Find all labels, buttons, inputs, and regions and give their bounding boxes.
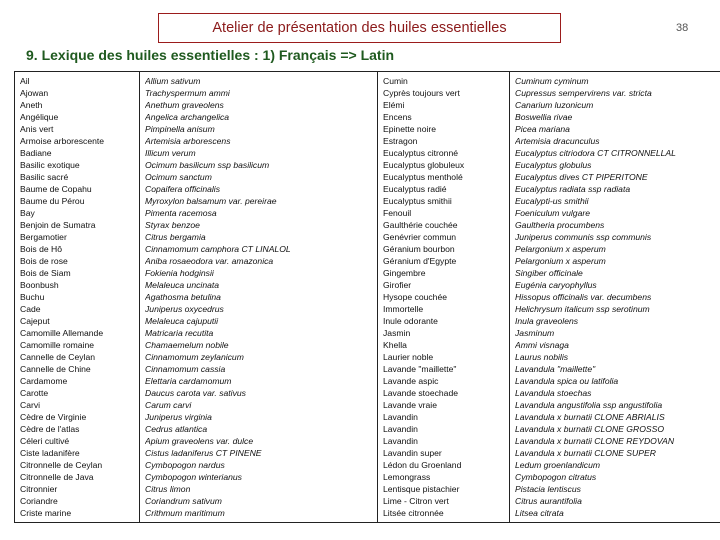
- french-name: Lavandin: [383, 412, 418, 422]
- latin-name: Lavandula x burnatii CLONE SUPER: [515, 448, 656, 458]
- latin-name: Citrus limon: [145, 484, 191, 494]
- french-name: Lavande aspic: [383, 376, 439, 386]
- latin-name: Agathosma betulina: [145, 292, 221, 302]
- french-name: Armoise arborescente: [20, 136, 105, 146]
- french-name: Géranium bourbon: [383, 244, 455, 254]
- french-name: Citronnelle de Ceylan: [20, 460, 103, 470]
- latin-name: Fokienia hodginsii: [145, 268, 214, 278]
- french-name: Lavandin: [383, 436, 418, 446]
- french-name: Aneth: [20, 100, 43, 110]
- latin-name: Singiber officinale: [515, 268, 583, 278]
- french-name: Elémi: [383, 100, 405, 110]
- latin-name: Gaultheria procumbens: [515, 220, 605, 230]
- french-name: Cèdre de l'atlas: [20, 424, 80, 434]
- french-name: Géranium d'Egypte: [383, 256, 457, 266]
- french-name: Lemongrass: [383, 472, 431, 482]
- page-number: 38: [676, 22, 689, 34]
- latin-name: Melaleuca uncinata: [145, 280, 220, 290]
- french-name: Eucalyptus smithii: [383, 196, 452, 206]
- french-name: Citronnelle de Java: [20, 472, 94, 482]
- french-name: Bois de Hô: [20, 244, 63, 254]
- french-name: Eucalyptus globuleux: [383, 160, 465, 170]
- latin-name: Jasminum: [515, 328, 555, 338]
- col3-french-cell: [378, 72, 510, 523]
- french-name: Camomille Allemande: [20, 328, 104, 338]
- latin-name: Matricaria recutita: [145, 328, 214, 338]
- lexicon-row: [15, 72, 720, 523]
- latin-name: Eucalyptus globulus: [515, 160, 592, 170]
- latin-name: Foeniculum vulgare: [515, 208, 590, 218]
- latin-name: Cistus ladaniferus CT PINENE: [145, 448, 262, 458]
- slide-title: Atelier de présentation des huiles essentielles: [212, 20, 507, 36]
- latin-name: Anethum graveolens: [145, 100, 224, 110]
- col4-latin-list: [515, 75, 720, 519]
- latin-name: Pimpinella anisum: [145, 124, 215, 134]
- french-name: Epinette noire: [383, 124, 437, 134]
- latin-name: Ammi visnaga: [515, 340, 569, 350]
- french-name: Ciste ladanifère: [20, 448, 80, 458]
- french-name: Carvi: [20, 400, 41, 410]
- french-name: Laurier noble: [383, 352, 434, 362]
- latin-name: Citrus bergamia: [145, 232, 206, 242]
- french-name: Gaulthérie couchée: [383, 220, 458, 230]
- latin-name: Citrus aurantifolia: [515, 496, 582, 506]
- french-name: Boonbush: [20, 280, 59, 290]
- french-name: Cajeput: [20, 316, 50, 326]
- french-name: Cardamome: [20, 376, 68, 386]
- latin-name: Litsea citrata: [515, 508, 564, 518]
- french-name: Hysope couchée: [383, 292, 448, 302]
- latin-name: Pelargonium x asperum: [515, 256, 606, 266]
- french-name: Estragon: [383, 136, 418, 146]
- french-name: Ajowan: [20, 88, 49, 98]
- french-name: Lavande vraie: [383, 400, 437, 410]
- french-name: Eucalyptus radié: [383, 184, 447, 194]
- latin-name: Cinnamomum zeylanicum: [145, 352, 244, 362]
- latin-name: Cedrus atlantica: [145, 424, 208, 434]
- latin-name: Crithmum maritimum: [145, 508, 225, 518]
- latin-name: Juniperus oxycedrus: [145, 304, 224, 314]
- latin-name: Eugénia caryophyllus: [515, 280, 597, 290]
- latin-name: Artemisia dracunculus: [515, 136, 600, 146]
- latin-name: Lavandula "maillette": [515, 364, 596, 374]
- latin-name: Elettaria cardamomum: [145, 376, 232, 386]
- latin-name: Eucalyptus dives CT PIPERITONE: [515, 172, 648, 182]
- latin-name: Carum carvi: [145, 400, 192, 410]
- french-name: Lavandin: [383, 424, 418, 434]
- latin-name: Styrax benzoe: [145, 220, 200, 230]
- latin-name: Pelargonium x asperum: [515, 244, 606, 254]
- french-name: Citronnier: [20, 484, 58, 494]
- french-name: Lentisque pistachier: [383, 484, 460, 494]
- french-name: Badiane: [20, 148, 52, 158]
- col2-latin-cell: [140, 72, 378, 523]
- french-name: Cumin: [383, 76, 408, 86]
- french-name: Basilic exotique: [20, 160, 80, 170]
- latin-name: Allium sativum: [145, 76, 201, 86]
- french-name: Bois de Siam: [20, 268, 71, 278]
- french-name: Lime - Citron vert: [383, 496, 449, 506]
- french-name: Girofier: [383, 280, 412, 290]
- french-name: Bois de rose: [20, 256, 68, 266]
- french-name: Lédon du Groenland: [383, 460, 462, 470]
- latin-name: Aniba rosaeodora var. amazonica: [145, 256, 274, 266]
- french-name: Encens: [383, 112, 412, 122]
- latin-name: Pistacia lentiscus: [515, 484, 581, 494]
- col2-latin-list: [145, 75, 372, 519]
- french-name: Bay: [20, 208, 35, 218]
- latin-name: Angelica archangelica: [145, 112, 230, 122]
- latin-name: Coriandrum sativum: [145, 496, 222, 506]
- section-heading: 9. Lexique des huiles essentielles : 1) Français => Latin: [26, 47, 395, 63]
- french-name: Cannelle de Chine: [20, 364, 91, 374]
- latin-name: Hissopus officinalis var. decumbens: [515, 292, 652, 302]
- slide-title-box: [158, 13, 561, 43]
- french-name: Genévrier commun: [383, 232, 457, 242]
- latin-name: Eucalyptus radiata ssp radiata: [515, 184, 631, 194]
- col3-french-list: [383, 75, 504, 519]
- col4-latin-cell: [510, 72, 720, 523]
- latin-name: Illicum verum: [145, 148, 196, 158]
- latin-name: Lavandula x burnatii CLONE ABRIALIS: [515, 412, 665, 422]
- col1-french-list: [20, 75, 134, 519]
- french-name: Lavandin super: [383, 448, 442, 458]
- latin-name: Lavandula x burnatii CLONE REYDOVAN: [515, 436, 675, 446]
- latin-name: Copaifera officinalis: [145, 184, 220, 194]
- latin-name: Laurus nobilis: [515, 352, 569, 362]
- latin-name: Ledum groenlandicum: [515, 460, 601, 470]
- latin-name: Trachyspermum ammi: [145, 88, 230, 98]
- latin-name: Lavandula spica ou latifolia: [515, 376, 619, 386]
- latin-name: Artemisia arborescens: [145, 136, 231, 146]
- latin-name: Inula graveolens: [515, 316, 579, 326]
- french-name: Eucalyptus citronné: [383, 148, 458, 158]
- french-name: Khella: [383, 340, 407, 350]
- latin-name: Cuminum cyminum: [515, 76, 589, 86]
- french-name: Buchu: [20, 292, 45, 302]
- latin-name: Cymbopogon nardus: [145, 460, 225, 470]
- col1-french-cell: [15, 72, 140, 523]
- latin-name: Juniperus communis ssp communis: [515, 232, 652, 242]
- latin-name: Cupressus sempervirens var. stricta: [515, 88, 652, 98]
- french-name: Cannelle de Ceylan: [20, 352, 96, 362]
- french-name: Lavande stoechade: [383, 388, 459, 398]
- latin-name: Ocimum basilicum ssp basilicum: [145, 160, 270, 170]
- french-name: Camomille romaine: [20, 340, 95, 350]
- latin-name: Cinnamomum camphora CT LINALOL: [145, 244, 291, 254]
- latin-name: Canarium luzonicum: [515, 100, 594, 110]
- latin-name: Myroxylon balsamum var. pereirae: [145, 196, 277, 206]
- latin-name: Eucalypti-us smithii: [515, 196, 589, 206]
- french-name: Inule odorante: [383, 316, 438, 326]
- french-name: Cyprès toujours vert: [383, 88, 460, 98]
- french-name: Coriandre: [20, 496, 58, 506]
- french-name: Carotte: [20, 388, 49, 398]
- french-name: Criste marine: [20, 508, 72, 518]
- french-name: Immortelle: [383, 304, 424, 314]
- latin-name: Cymbopogon winterianus: [145, 472, 242, 482]
- latin-name: Pimenta racemosa: [145, 208, 217, 218]
- french-name: Basilic sacré: [20, 172, 69, 182]
- latin-name: Cymbopogon citratus: [515, 472, 597, 482]
- french-name: Baume du Pérou: [20, 196, 85, 206]
- french-name: Baume de Copahu: [20, 184, 92, 194]
- french-name: Angélique: [20, 112, 59, 122]
- french-name: Cèdre de Virginie: [20, 412, 87, 422]
- latin-name: Melaleuca cajuputii: [145, 316, 219, 326]
- french-name: Ail: [20, 76, 30, 86]
- latin-name: Apium graveolens var. dulce: [145, 436, 254, 446]
- latin-name: Helichrysum italicum ssp serotinum: [515, 304, 650, 314]
- latin-name: Lavandula angustifolia ssp angustifolia: [515, 400, 663, 410]
- latin-name: Lavandula x burnatii CLONE GROSSO: [515, 424, 665, 434]
- french-name: Fenouil: [383, 208, 412, 218]
- french-name: Eucalyptus mentholé: [383, 172, 463, 182]
- latin-name: Cinnamomum cassia: [145, 364, 226, 374]
- latin-name: Ocimum sanctum: [145, 172, 212, 182]
- latin-name: Picea mariana: [515, 124, 570, 134]
- latin-name: Eucalyptus citriodora CT CITRONNELLAL: [515, 148, 676, 158]
- french-name: Jasmin: [383, 328, 411, 338]
- latin-name: Lavandula stoechas: [515, 388, 592, 398]
- french-name: Céleri cultivé: [20, 436, 70, 446]
- french-name: Cade: [20, 304, 41, 314]
- french-name: Litsée citronnée: [383, 508, 444, 518]
- french-name: Gingembre: [383, 268, 426, 278]
- latin-name: Chamaemelum nobile: [145, 340, 229, 350]
- latin-name: Daucus carota var. sativus: [145, 388, 246, 398]
- french-name: Benjoin de Sumatra: [20, 220, 96, 230]
- lexicon-table: [14, 71, 720, 523]
- latin-name: Boswellia rivae: [515, 112, 573, 122]
- french-name: Lavande "maillette": [383, 364, 457, 374]
- french-name: Anis vert: [20, 124, 54, 134]
- latin-name: Juniperus virginia: [145, 412, 212, 422]
- french-name: Bergamotier: [20, 232, 67, 242]
